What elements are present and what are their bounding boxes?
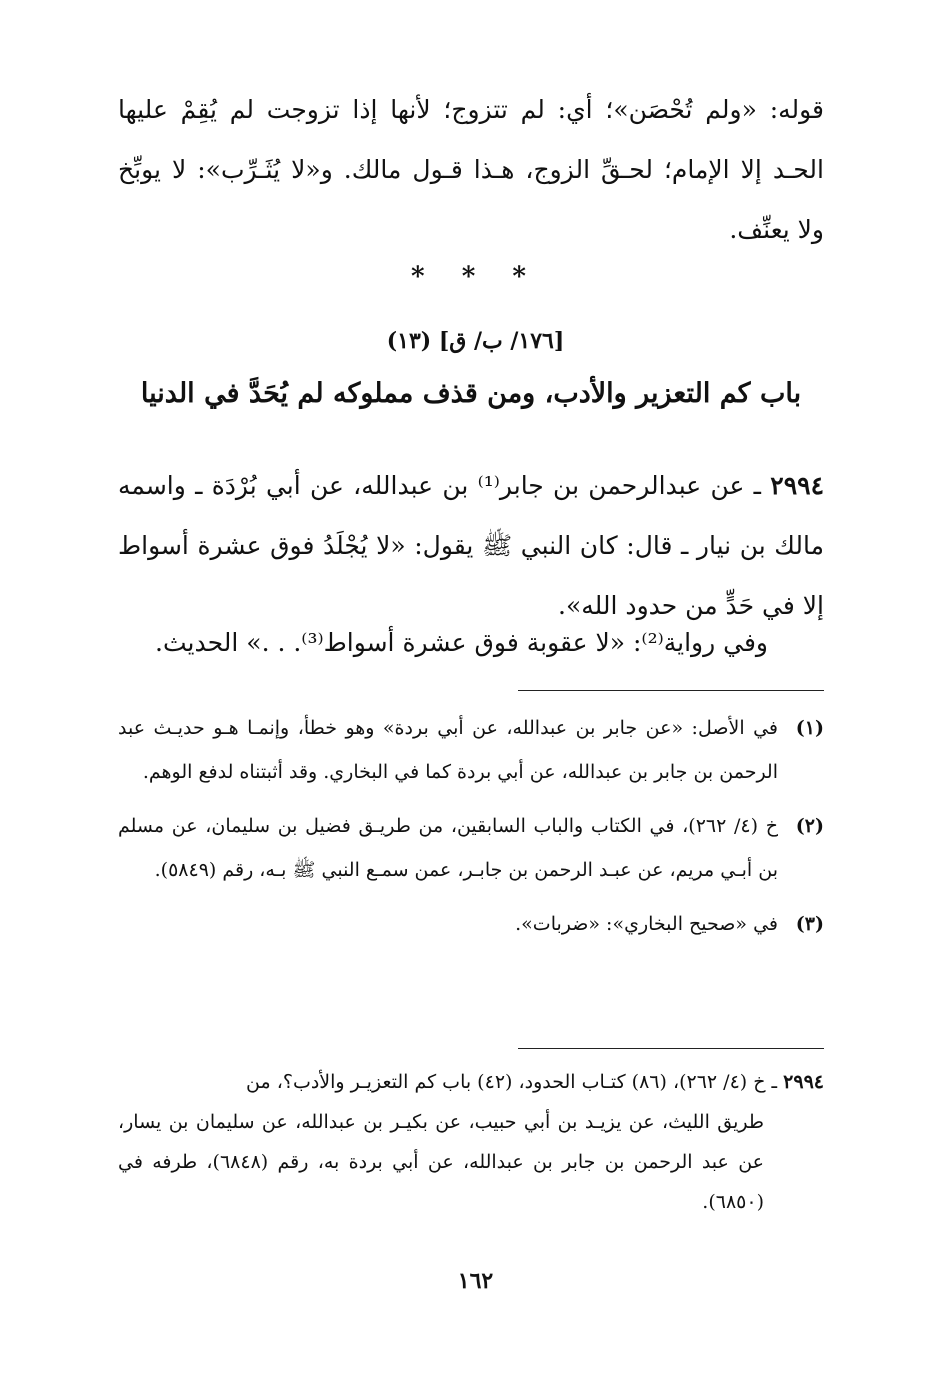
takhrij-first-text: ـ خ (٤/ ٢٦٢)، (٨٦) كتـاب الحدود، (٤٢) باب كم التعزيـر والأدب؟، من [246,1071,784,1093]
hadith-paragraph [118,456,824,636]
footnote [118,706,824,794]
page-number: ١٦٢ [457,1268,494,1294]
section-separator: * * * [411,262,540,292]
footnote-number: (٣) [795,913,824,935]
footnote [118,902,824,946]
hadith-number: ٢٩٩٤ [770,471,824,500]
footnote-number: (١) [795,717,824,739]
chapter-reference: [١٧٦/ ب/ ق] (١٣) [386,328,565,354]
intro-text: قوله: «ولم تُحْصَن»؛ أي: لم تتزوج؛ لأنها إذا تزوجت لم يُقِمْ عليها الحـد إلا الإمام؛ لحـقِّ الزوج، هـذا قـول مالك. و«لا يُثَـرِّب»: لا يوبِّخ ولا يعنِّف. [118,95,825,244]
hadith-text: ـ عن عبدالرحمن بن جابر⁽¹⁾ بن عبدالله، عن أبي بُرْدَة ـ واسمه مالك بن نيار ـ قال: كان النبي ﷺ يقول: «لا يُجْلَدُ فوق عشرة أسواط إلا في حَدٍّ من حدود الله». [118,471,824,620]
takhrij-divider [518,1048,824,1049]
footnote-number: (٢) [795,815,824,837]
footnote-text: في «صحيح البخاري»: «ضربات». [515,913,778,935]
takhrij-first-line [118,1062,824,1102]
footnote-divider [518,690,824,691]
hadith-variant: وفي رواية⁽²⁾: «لا عقوبة فوق عشرة أسواط⁽³⁾. . .» الحديث. [155,628,768,657]
takhrij-number: ٢٩٩٤ [783,1071,824,1093]
footnote [118,804,824,892]
hadith-body [118,456,824,636]
takhrij-continuation: طريق الليث، عن يزيـد بن أبي حبيب، عن بكيـر بن عبدالله، عن سليمان بن يسار، عن عبد الرحمن بن جابر بن عبدالله، عن أبي بردة به، رقم (٦٨٤٨)، طرفه في (٦٨٥٠). [118,1111,764,1213]
chapter-title: باب كم التعزير والأدب، ومن قذف مملوكه لم يُحَدَّ في الدنيا [140,378,802,409]
footnote-text: في الأصل: «عن جابر بن عبدالله، عن أبي بردة» وهو خطأ، وإنمـا هـو حديـث عبد الرحمن بن جابر بن عبدالله، عن أبي بردة كما في البخاري. وقد أثبتناه لدفع الوهم. [118,717,778,783]
footnote-text: خ (٤/ ٢٦٢)، في الكتاب والباب السابقين، من طريـق فضيل بن سليمان، عن مسلم بن أبـي مريم، عن عبـد الرحمن بن جابـر، عمن سمـع النبي ﷺ بـه، رقم (٥٨٤٩). [118,815,778,881]
intro-paragraph [118,80,824,260]
takhrij-note [118,1062,824,1222]
footnotes [118,706,824,956]
